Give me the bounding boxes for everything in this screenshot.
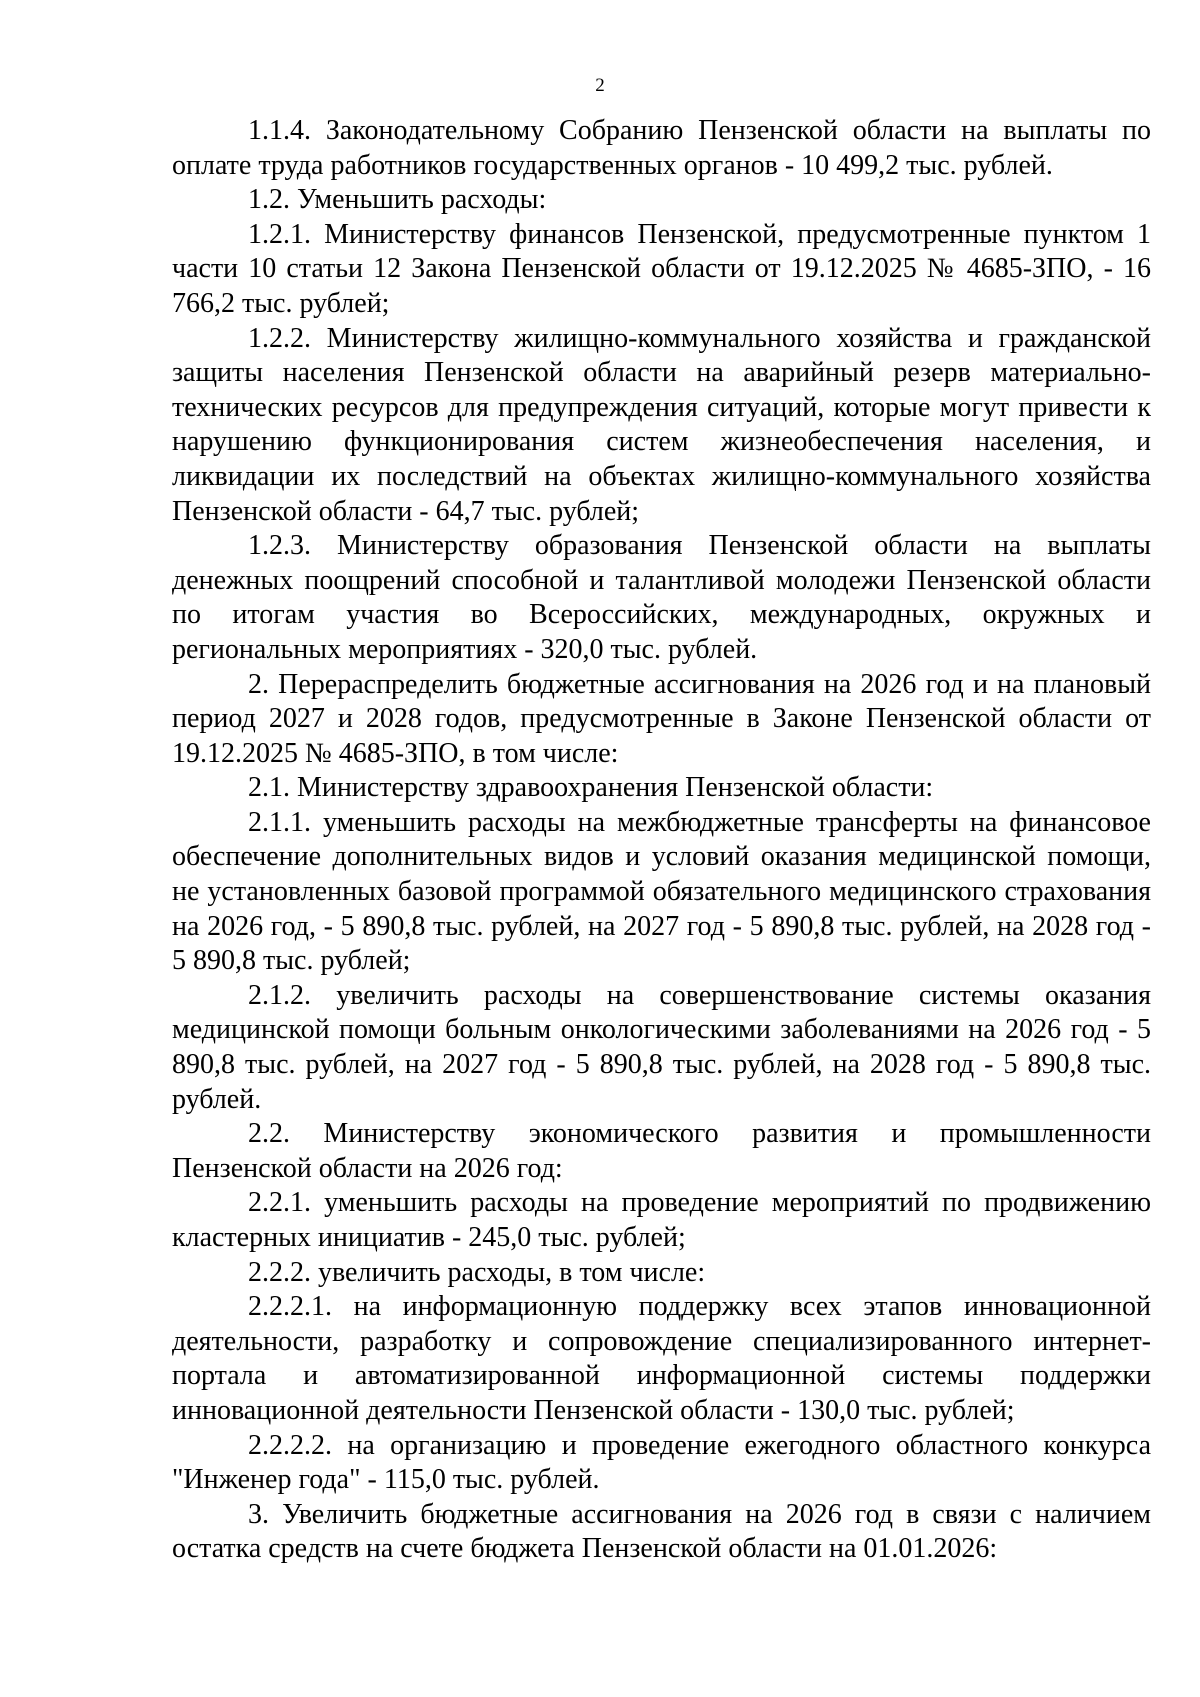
- paragraph-2-2-1: 2.2.1. уменьшить расходы на проведение мероприятий по продвижению кластерных инициатив - 245,0 тыс. рублей;: [172, 1187, 1151, 1253]
- paragraph-1-2-2: 1.2.2. Министерству жилищно-коммунального хозяйства и гражданской защиты населения Пензенской области на аварийный резерв материально-технических ресурсов для предупреждения ситуаций, которые могут привести к нарушению функционирования систем жизнеобеспечения населения, и ликвидации их последствий на объектах жилищно-коммунального хозяйства Пензенской области - 64,7 тыс. рублей;: [172, 322, 1151, 527]
- paragraph-3: 3. Увеличить бюджетные ассигнования на 2026 год в связи с наличием остатка средств на счете бюджета Пензенской области на 01.01.2026:: [172, 1498, 1151, 1565]
- paragraph-1-2-1: 1.2.1. Министерству финансов Пензенской, предусмотренные пунктом 1 части 10 статьи 12 Закона Пензенской области от 19.12.2025 № 4685-ЗПО, - 16 766,2 тыс. рублей;: [172, 218, 1151, 319]
- paragraph-2-2-2: 2.2.2. увеличить расходы, в том числе:: [248, 1256, 706, 1288]
- paragraph-2-1-1: 2.1.1. уменьшить расходы на межбюджетные трансферты на финансовое обеспечение дополнительных видов и условий оказания медицинской помощи, не установленных базовой программой обязательного медицинского страхования на 2026 год, - 5 890,8 тыс. рублей, на 2027 год - 5 890,8 тыс. рублей, на 2028 год - 5 890,8 тыс. рублей;: [172, 806, 1151, 977]
- paragraph-2: 2. Перераспределить бюджетные ассигнования на 2026 год и на плановый период 2027 и 2028 годов, предусмотренные в Законе Пензенской области от 19.12.2025 № 4685-ЗПО, в том числе:: [172, 668, 1151, 769]
- page-number: 2: [595, 75, 605, 96]
- paragraph-2-2-2-1: 2.2.2.1. на информационную поддержку всех этапов инновационной деятельности, разработку и сопровождение специализированного интернет-портала и автоматизированной информационной системы поддержки инновационной деятельности Пензенской области - 130,0 тыс. рублей;: [172, 1291, 1151, 1426]
- paragraph-2-2: 2.2. Министерству экономического развития и промышленности Пензенской области на 2026 год:: [172, 1118, 1151, 1184]
- paragraph-1-2: 1.2. Уменьшить расходы:: [248, 184, 547, 216]
- document-body: [172, 114, 1151, 1567]
- paragraph-1-2-3: 1.2.3. Министерству образования Пензенской области на выплаты денежных поощрений способной и талантливой молодежи Пензенской области по итогам участия во Всероссийских, международных, окружных и региональных мероприятиях - 320,0 тыс. рублей.: [172, 530, 1151, 665]
- paragraph-2-1-2: 2.1.2. увеличить расходы на совершенствование системы оказания медицинской помощи больным онкологическими заболеваниями на 2026 год - 5 890,8 тыс. рублей, на 2027 год - 5 890,8 тыс. рублей, на 2028 год - 5 890,8 тыс. рублей.: [172, 979, 1151, 1115]
- paragraph-2-1: 2.1. Министерству здравоохранения Пензенской области:: [248, 772, 934, 804]
- paragraph-1-1-4: 1.1.4. Законодательному Собранию Пензенской области на выплаты по оплате труда работников государственных органов - 10 499,2 тыс. рублей.: [172, 115, 1151, 181]
- paragraph-2-2-2-2: 2.2.2.2. на организацию и проведение ежегодного областного конкурса "Инженер года" - 115,0 тыс. рублей.: [172, 1429, 1151, 1496]
